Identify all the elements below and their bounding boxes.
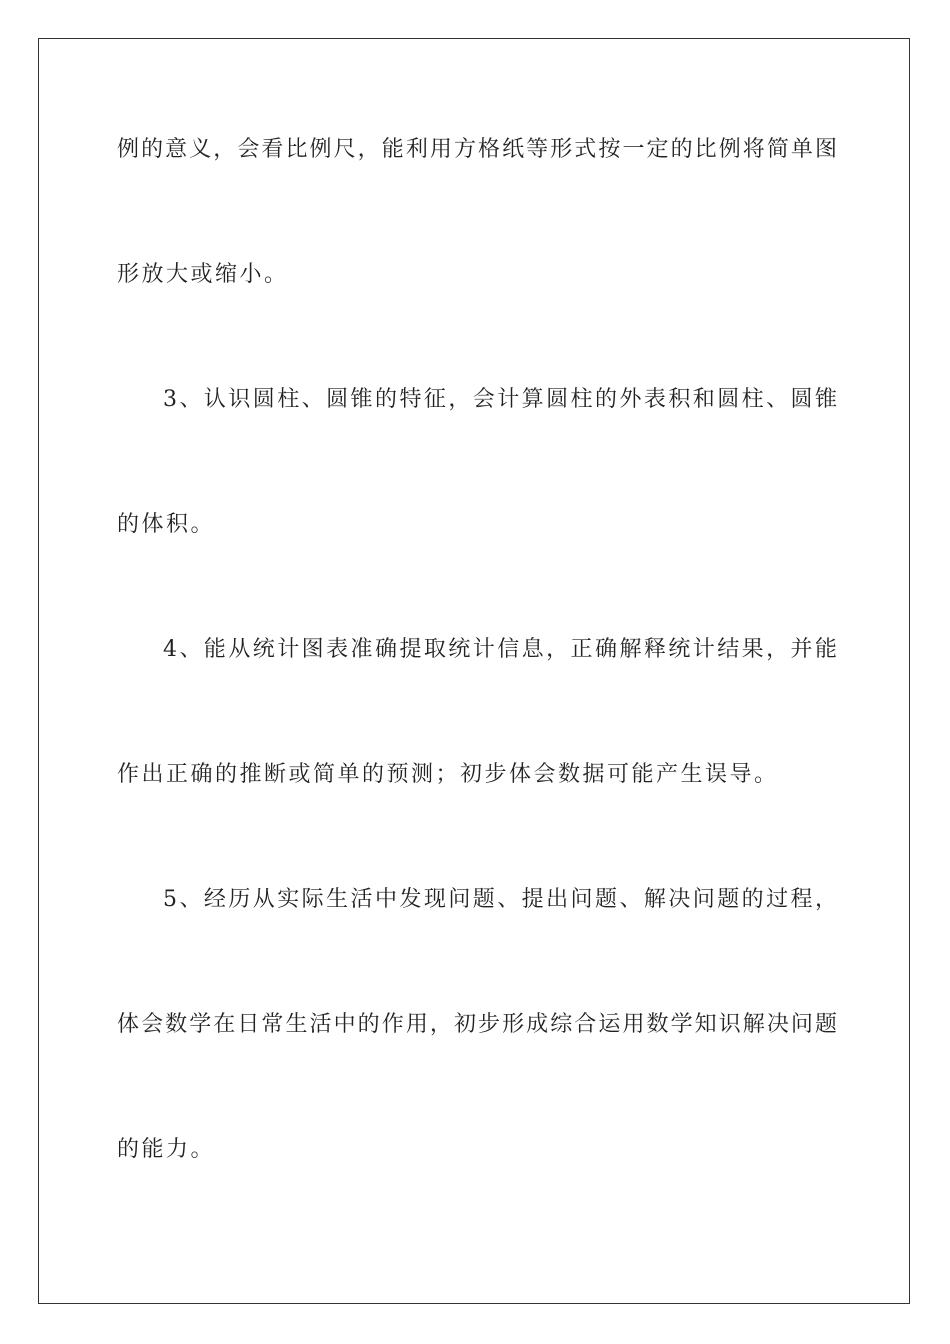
text-line-1: 例的意义，会看比例尺，能利用方格纸等形式按一定的比例将简单图 [117,137,837,162]
text-line-9: 的能力。 [117,1137,216,1162]
page-frame [38,38,910,1304]
text-line-8: 体会数学在日常生活中的作用，初步形成综合运用数学知识解决问题 [117,1012,837,1037]
text-line-7: 5、经历从实际生活中发现问题、提出问题、解决问题的过程， [163,887,837,912]
text-line-3: 3、认识圆柱、圆锥的特征，会计算圆柱的外表积和圆柱、圆锥 [163,387,837,412]
text-line-6: 作出正确的推断或简单的预测；初步体会数据可能产生误导。 [117,762,779,787]
text-line-5: 4、能从统计图表准确提取统计信息，正确解释统计结果，并能 [163,637,837,662]
text-line-4: 的体积。 [117,512,216,537]
text-line-2: 形放大或缩小。 [117,262,289,287]
